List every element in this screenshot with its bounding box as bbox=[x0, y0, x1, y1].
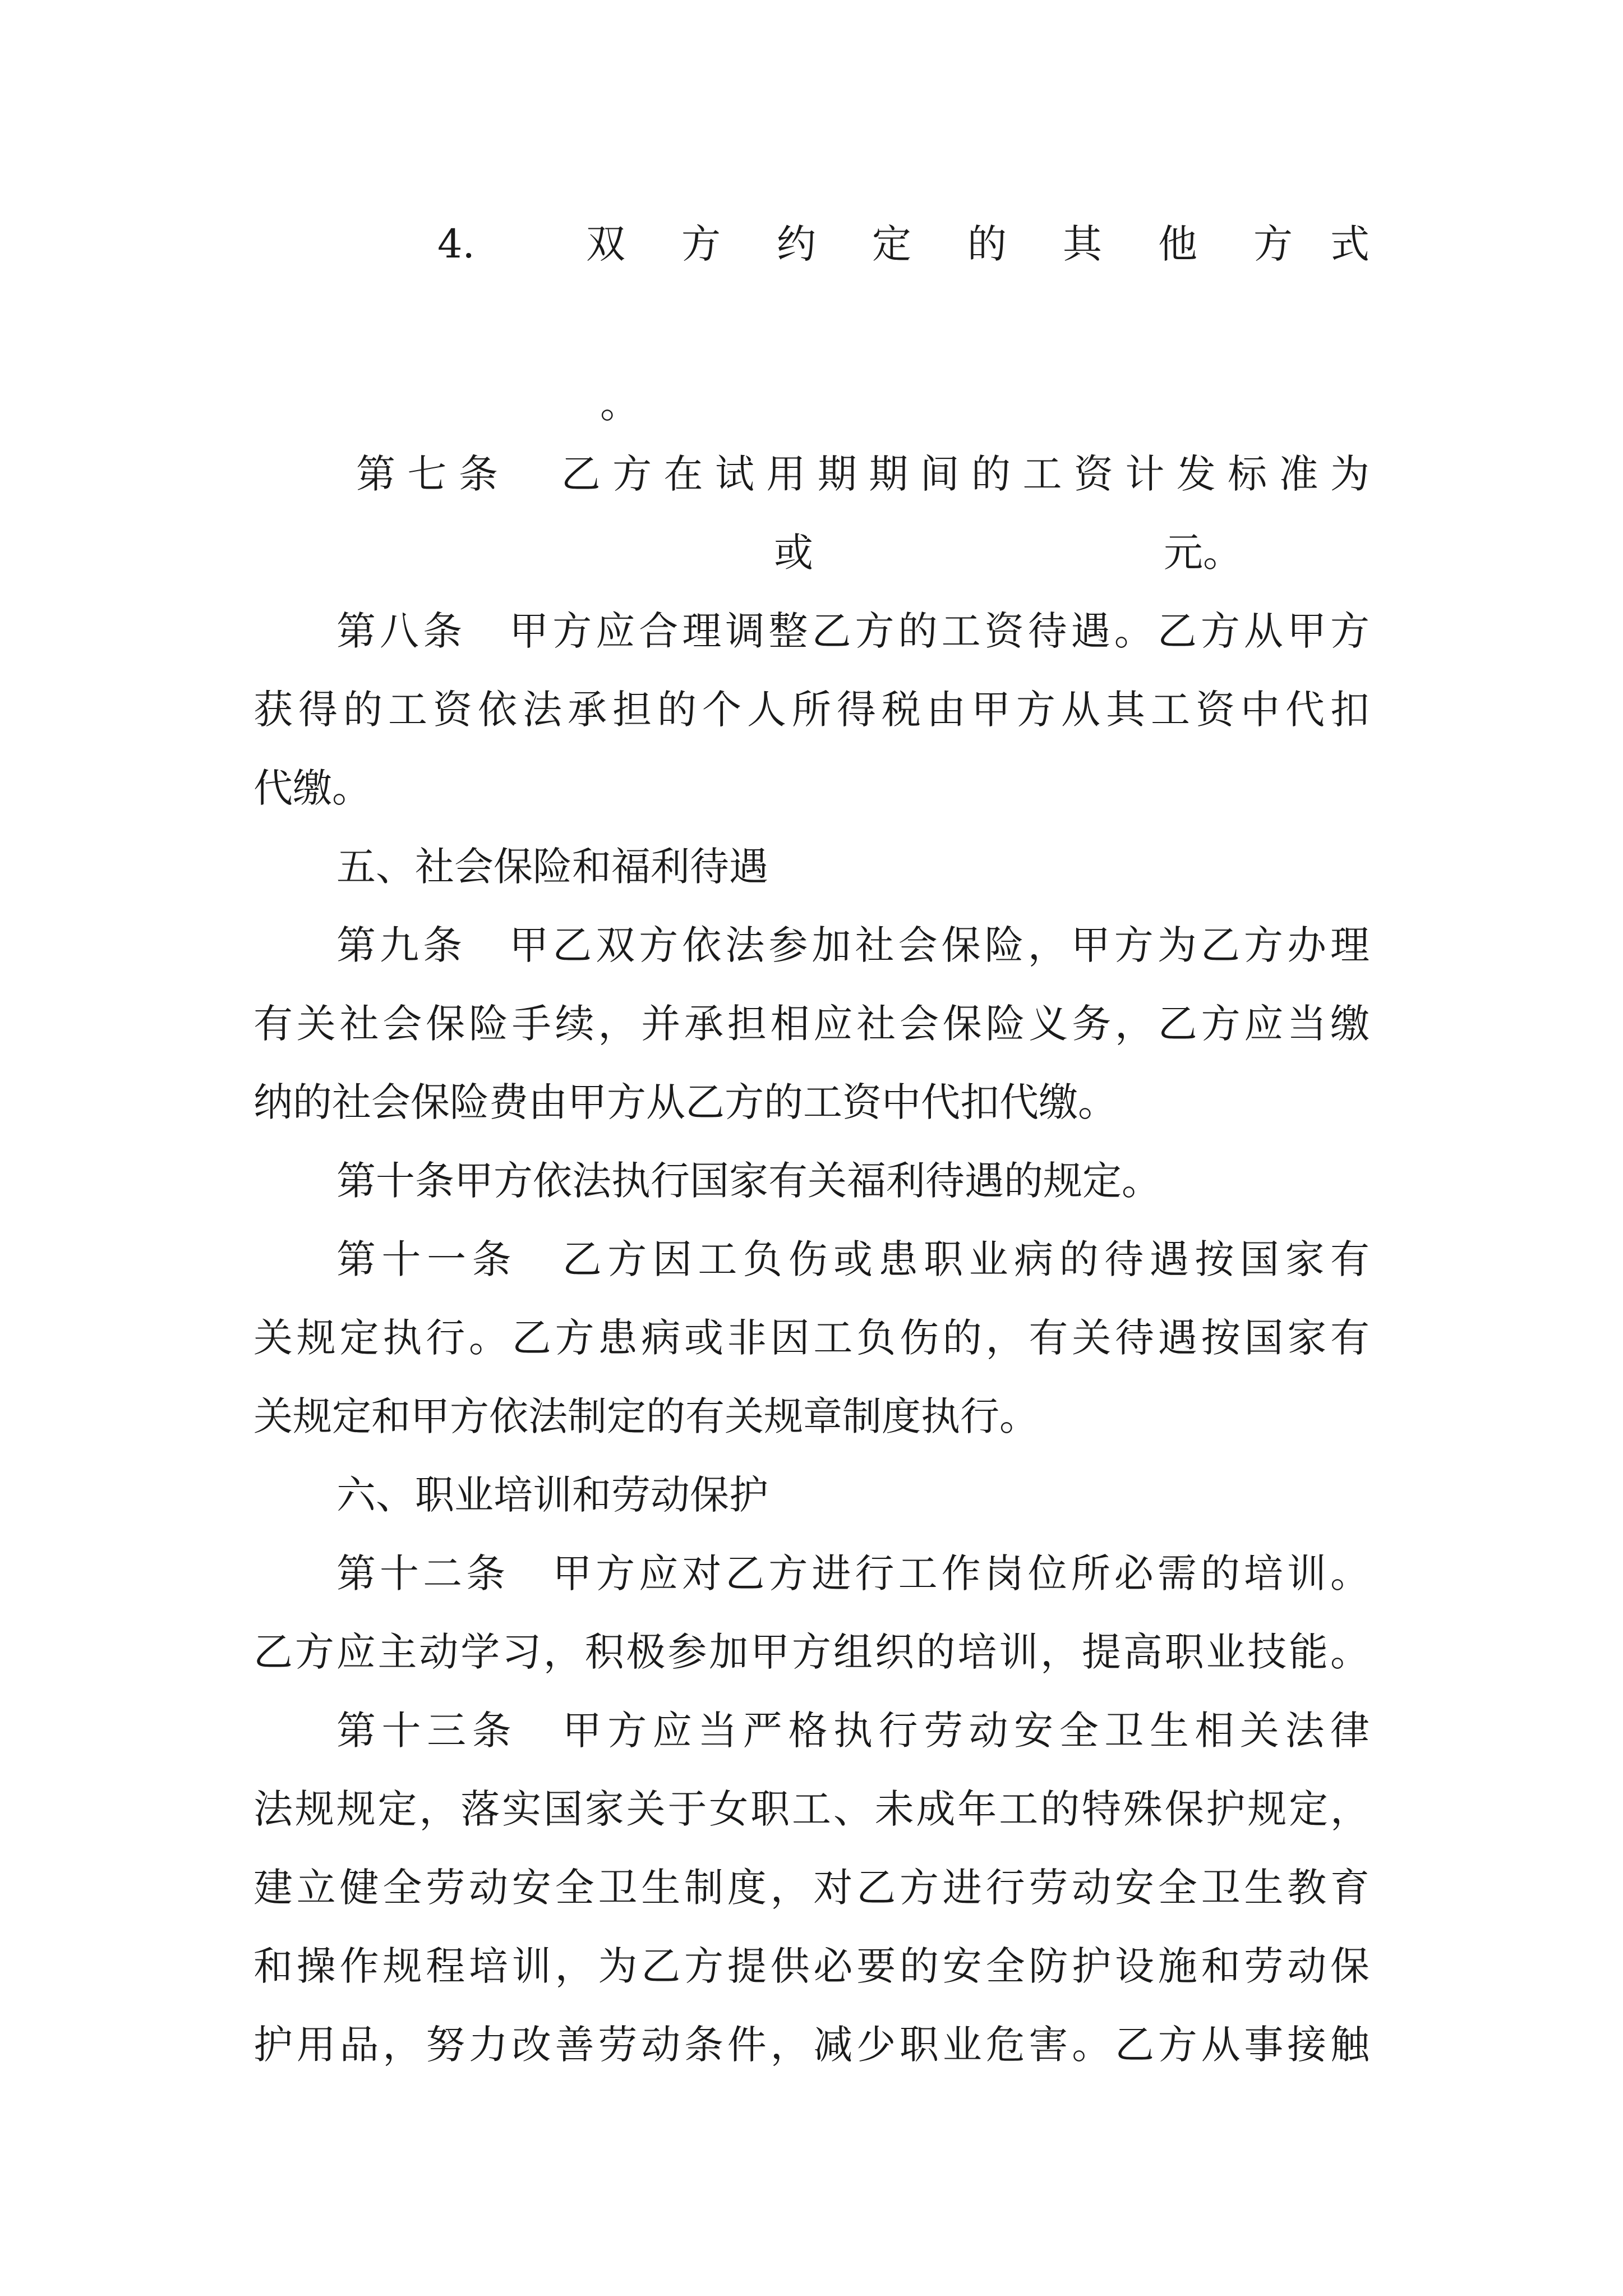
section-6-heading: 六、职业培训和劳动保护 bbox=[336, 1472, 768, 1518]
article-8-line-3: 代缴。 bbox=[253, 765, 371, 811]
article-13-line-2: 法规规定，落实国家关于女职工、未成年工的特殊保护规定， bbox=[253, 1786, 1370, 1832]
item4-period: 。 bbox=[600, 381, 639, 427]
item4-char: 双 bbox=[586, 221, 625, 267]
item4-char: 定 bbox=[872, 221, 911, 267]
article-7-or: 或 bbox=[774, 530, 813, 576]
article-8-line-1: 第八条 甲方应合理调整乙方的工资待遇。乙方从甲方 bbox=[336, 608, 1370, 654]
item4-line bbox=[0, 213, 1623, 275]
article-13-line-5: 护用品，努力改善劳动条件，减少职业危害。乙方从事接触 bbox=[253, 2022, 1370, 2068]
article-12-line-1: 第十二条 甲方应对乙方进行工作岗位所必需的培训。 bbox=[336, 1550, 1370, 1596]
item4-char: 他 bbox=[1158, 221, 1197, 267]
article-9-line-3: 纳的社会保险费由甲方从乙方的工资中代扣代缴。 bbox=[253, 1079, 1117, 1125]
item4-char: 的 bbox=[967, 221, 1007, 267]
article-7-line-1: 第七条 乙方在试用期期间的工资计发标准为 bbox=[356, 451, 1370, 497]
article-9-line-1: 第九条 甲乙双方依法参加社会保险，甲方为乙方办理 bbox=[336, 922, 1370, 968]
article-11-line-1: 第十一条 乙方因工负伤或患职业病的待遇按国家有 bbox=[336, 1236, 1370, 1282]
item4-char: 式 bbox=[1330, 221, 1370, 267]
article-9-line-2: 有关社会保险手续，并承担相应社会保险义务，乙方应当缴 bbox=[253, 1001, 1370, 1047]
item4-char: 其 bbox=[1063, 221, 1102, 267]
item4-number: 4. bbox=[437, 221, 475, 267]
article-7-yuan: 元。 bbox=[1164, 530, 1242, 576]
article-12-line-2: 乙方应主动学习，积极参加甲方组织的培训，提高职业技能。 bbox=[253, 1629, 1370, 1675]
article-13-line-3: 建立健全劳动安全卫生制度，对乙方进行劳动安全卫生教育 bbox=[253, 1865, 1370, 1911]
article-11-line-3: 关规定和甲方依法制定的有关规章制度执行。 bbox=[253, 1393, 1039, 1439]
article-13-line-4: 和操作规程培训，为乙方提供必要的安全防护设施和劳动保 bbox=[253, 1943, 1370, 1989]
article-10: 第十条甲方依法执行国家有关福利待遇的规定。 bbox=[336, 1158, 1161, 1204]
item4-char: 方 bbox=[1253, 221, 1293, 267]
item4-char: 方 bbox=[681, 221, 721, 267]
article-13-line-1: 第十三条 甲方应当严格执行劳动安全卫生相关法律 bbox=[336, 1708, 1370, 1754]
article-8-line-2: 获得的工资依法承担的个人所得税由甲方从其工资中代扣 bbox=[253, 687, 1370, 733]
item4-char: 约 bbox=[777, 221, 816, 267]
section-5-heading: 五、社会保险和福利待遇 bbox=[336, 844, 768, 890]
article-11-line-2: 关规定执行。乙方患病或非因工负伤的，有关待遇按国家有 bbox=[253, 1315, 1370, 1361]
article-7-line-2 bbox=[0, 522, 1623, 583]
